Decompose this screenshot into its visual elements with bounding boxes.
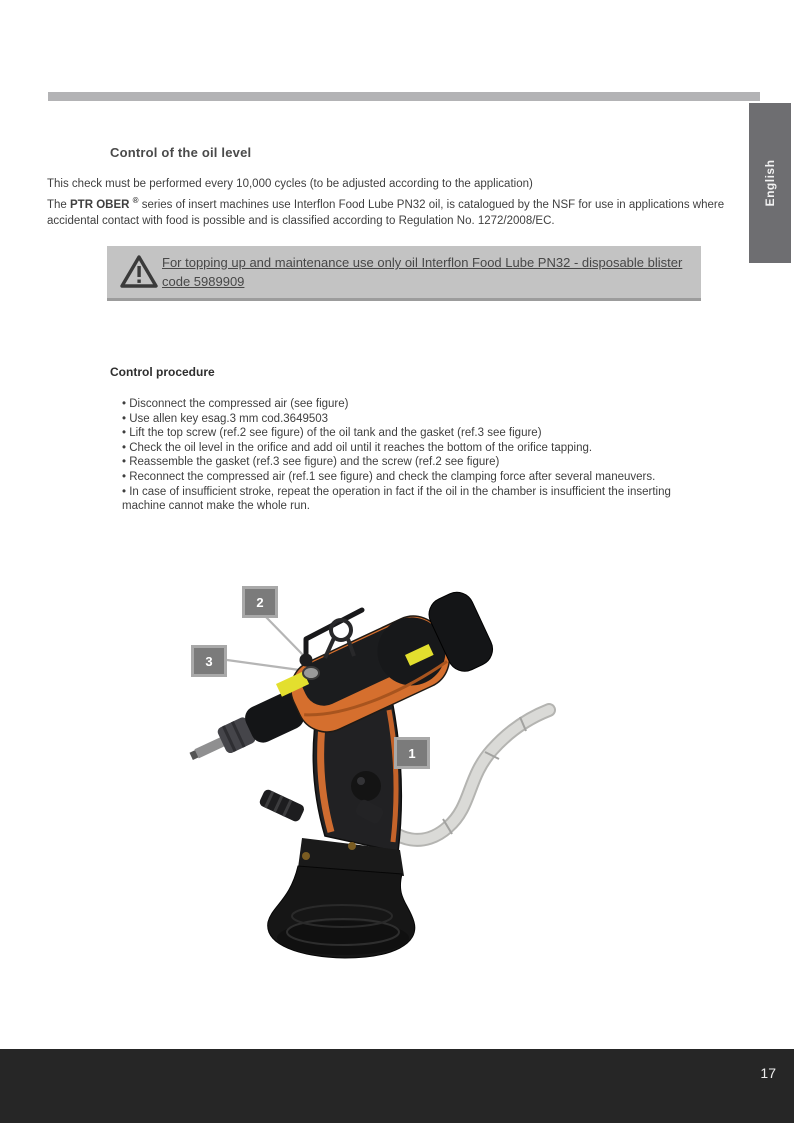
warning-box bbox=[107, 246, 701, 301]
intro-line-1: This check must be performed every 10,000 cycles (to be adjusted according to the application) bbox=[47, 178, 533, 190]
procedure-item: • Reconnect the compressed air (ref.1 see figure) and check the clamping force after several maneuvers. bbox=[122, 470, 716, 485]
language-tab bbox=[749, 103, 791, 263]
procedure-item: • Reassemble the gasket (ref.3 see figure) and the screw (ref.2 see figure) bbox=[122, 455, 716, 470]
tool-base bbox=[268, 838, 415, 958]
procedure-item: • Disconnect the compressed air (see figure) bbox=[122, 397, 716, 412]
procedure-item: • Use allen key esag.3 mm cod.3649503 bbox=[122, 412, 716, 427]
warning-text: For topping up and maintenance use only oil Interflon Food Lube PN32 - disposable blister code 5989909 bbox=[162, 255, 683, 289]
callout-2: 2 bbox=[242, 586, 278, 618]
intro-suffix: series of insert machines use Interflon Food Lube PN32 oil, is catalogued by the NSF for use in applications where accidental contact with food is possible and is classified according to Regulation No. 1272/2008/EC. bbox=[47, 198, 725, 227]
procedure-item: • Lift the top screw (ref.2 see figure) of the oil tank and the gasket (ref.3 see figure) bbox=[122, 426, 716, 441]
intro-prefix: The bbox=[47, 198, 71, 211]
tool-illustration bbox=[170, 568, 590, 968]
left-connector bbox=[258, 788, 305, 823]
page-number: 17 bbox=[760, 1065, 776, 1081]
procedure-heading: Control procedure bbox=[110, 365, 215, 379]
callout-1: 1 bbox=[394, 737, 430, 769]
procedure-item: • In case of insufficient stroke, repeat the operation in fact if the oil in the chamber is insufficient the inserting machine cannot make the whole run. bbox=[122, 485, 716, 514]
page-title: Control of the oil level bbox=[110, 145, 252, 160]
top-rule bbox=[48, 92, 760, 101]
intro-paragraphs bbox=[47, 176, 753, 229]
footer-bar bbox=[0, 1049, 794, 1123]
language-tab-label: English bbox=[763, 159, 777, 207]
registered-mark: ® bbox=[132, 195, 139, 205]
tool-figure bbox=[170, 568, 590, 968]
warning-triangle-icon bbox=[119, 253, 159, 296]
procedure-item: • Check the oil level in the orifice and add oil until it reaches the bottom of the orifice tapping. bbox=[122, 441, 716, 456]
intro-line-2 bbox=[47, 193, 753, 230]
air-hose bbox=[380, 710, 549, 840]
callout-3: 3 bbox=[191, 645, 227, 677]
procedure-list bbox=[122, 397, 716, 514]
gasket-ring bbox=[303, 667, 319, 679]
brand-name: PTR OBER bbox=[70, 198, 130, 211]
